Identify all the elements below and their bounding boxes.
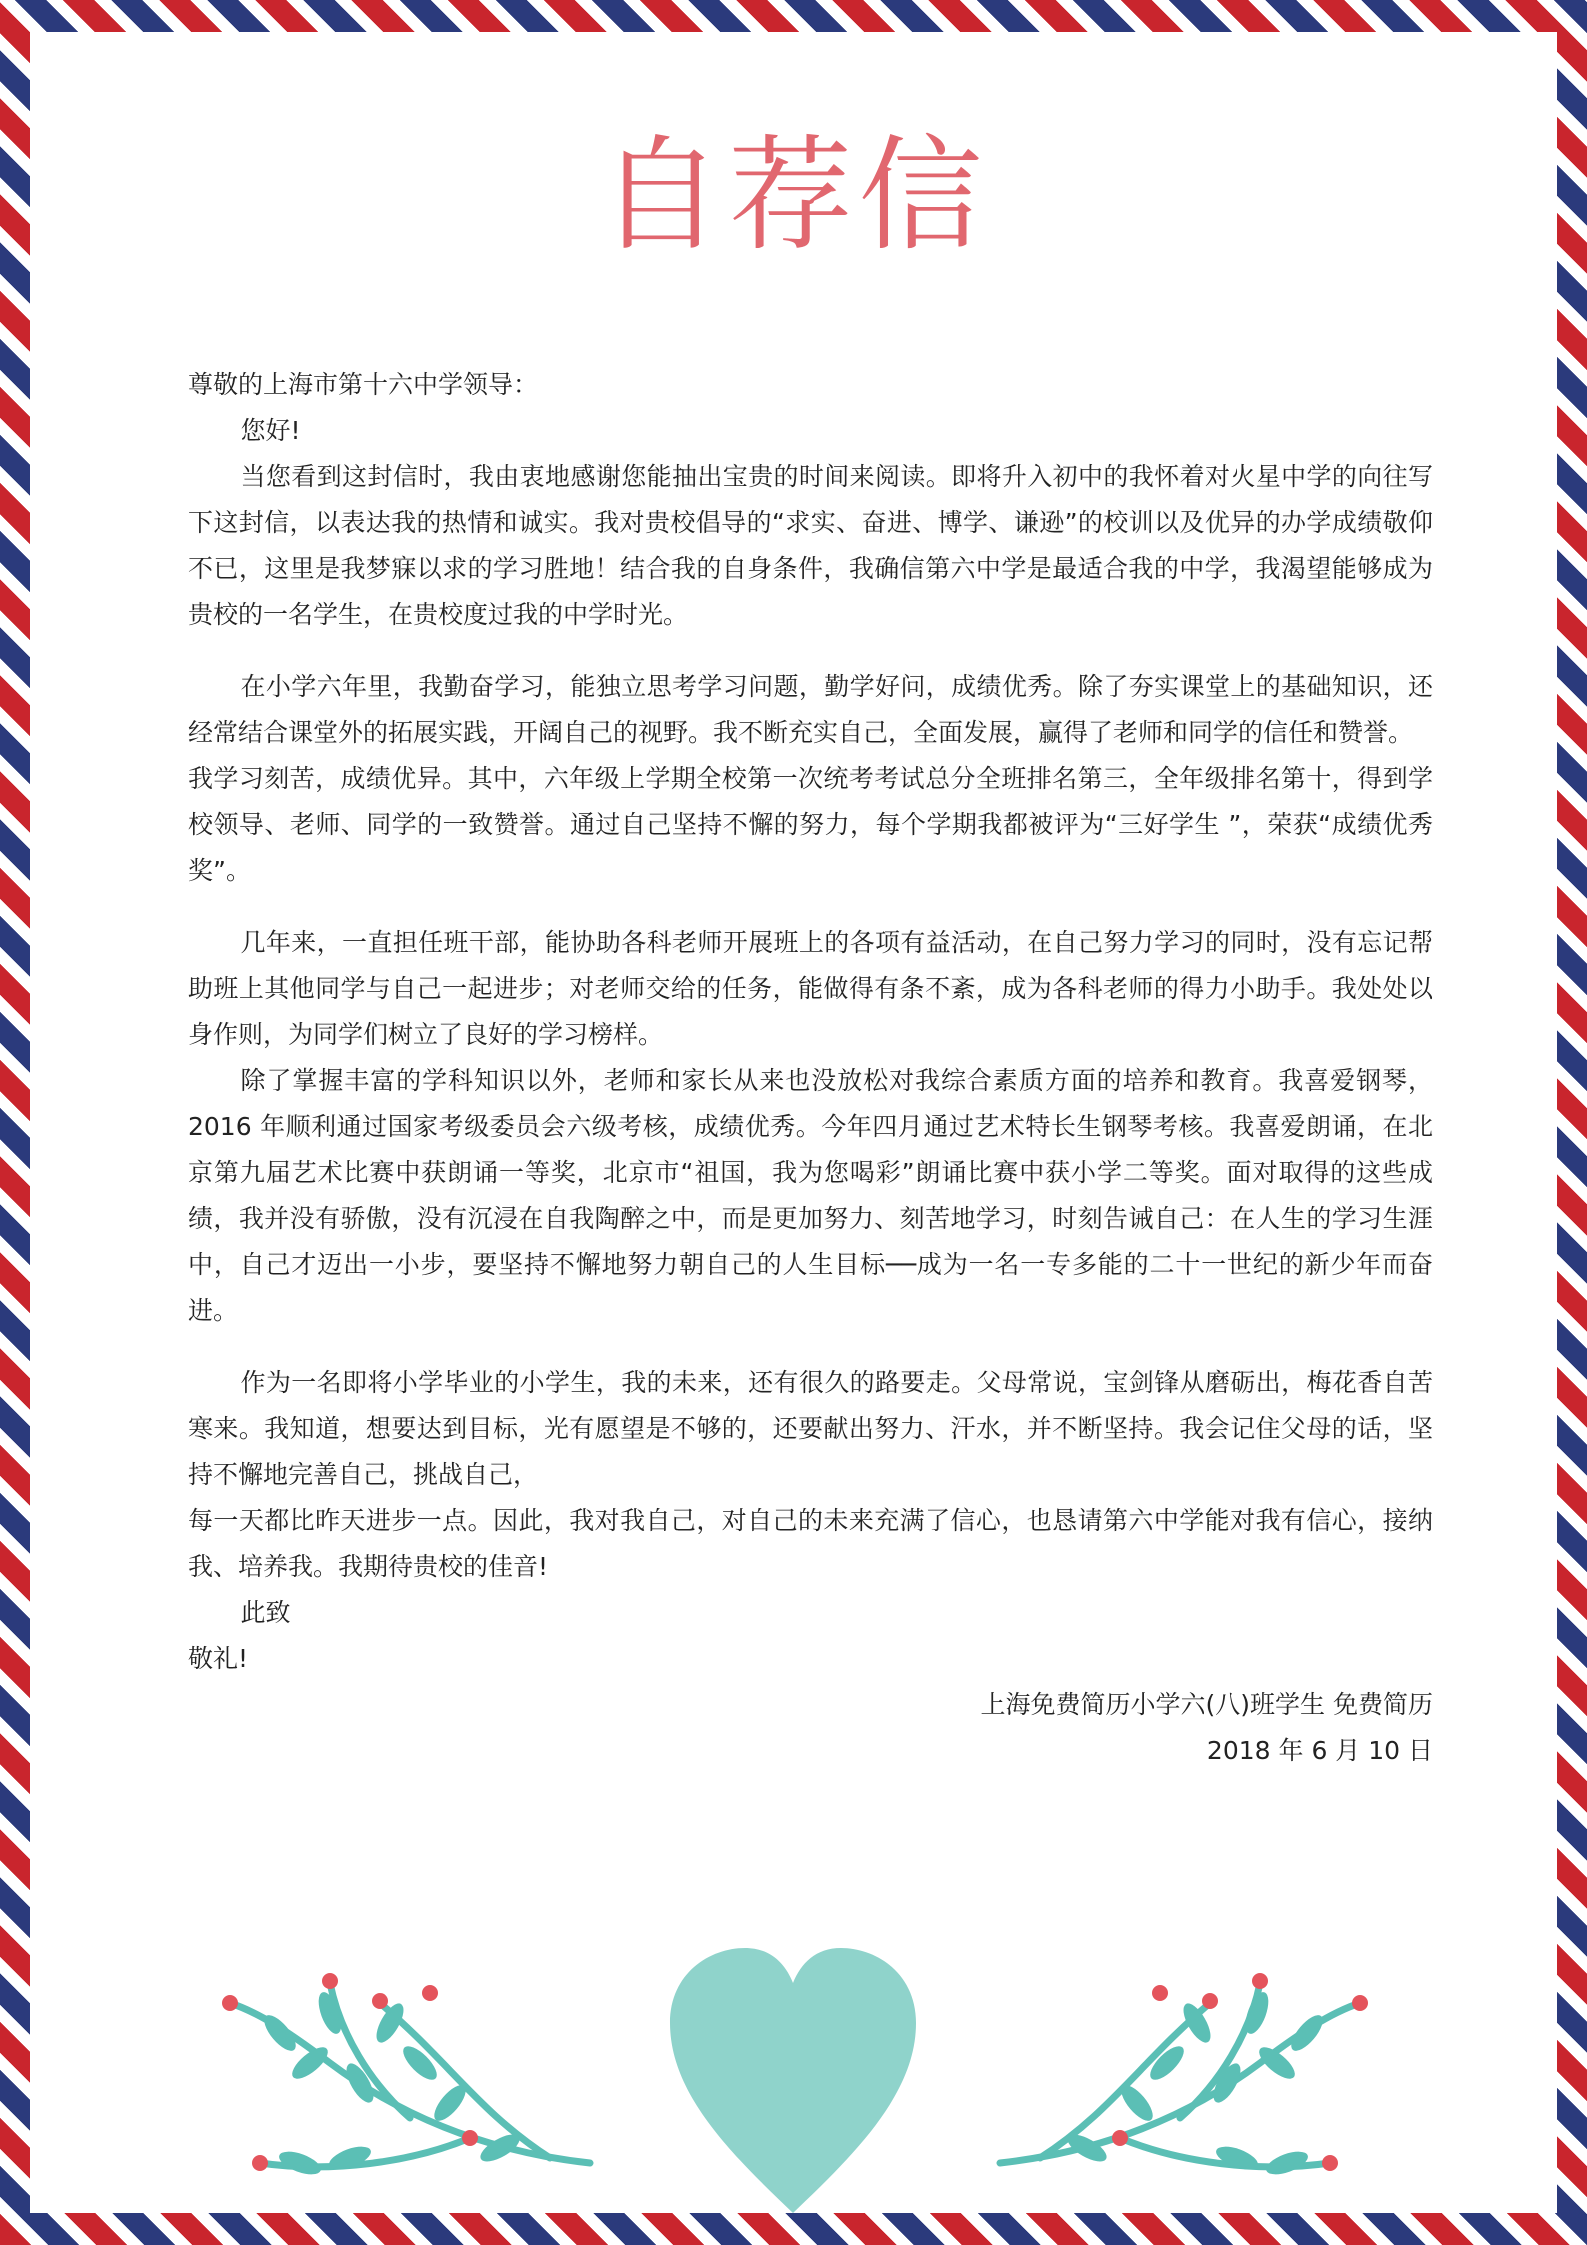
salutation: 尊敬的上海市第十六中学领导：	[188, 370, 539, 399]
paragraph-5: 除了掌握丰富的学科知识以外，老师和家长从来也没放松对我综合素质方面的培养和教育。我喜爱钢琴，2016 年顺利通过国家考级委员会六级考核，成绩优秀。今年四月通过艺术特长生钢琴考核。我喜爱朗诵，在北京第九届艺术比赛中获朗诵一等奖，北京市“祖国，我为您喝彩”朗诵比赛中获小学二等奖。面对取得的这些成绩，我并没有骄傲，没有沉浸在自我陶醉之中，而是更加努力、刻苦地学习，时刻告诫自己：在人生的学习生涯中，自己才迈出一小步，要坚持不懈地努力朝自己的人生目标──成为一名一专多能的二十一世纪的新少年而奋进。	[188, 1066, 1433, 1325]
signature: 上海免费简历小学六(八)班学生 免费简历	[980, 1690, 1433, 1719]
branch-left	[230, 1983, 590, 2167]
floral-heart-decoration	[30, 1913, 1557, 2213]
branch-right	[1000, 1983, 1360, 2167]
letter-paper	[30, 32, 1557, 2213]
letter-body	[188, 362, 1433, 1774]
paragraph-1: 当您看到这封信时，我由衷地感谢您能抽出宝贵的时间来阅读。即将升入初中的我怀着对火星中学的向往写下这封信，以表达我的热情和诚实。我对贵校倡导的“求实、奋进、博学、谦逊”的校训以及优异的办学成绩敬仰不已，这里是我梦寐以求的学习胜地！结合我的自身条件，我确信第六中学是最适合我的中学，我渴望能够成为贵校的一名学生，在贵校度过我的中学时光。	[188, 462, 1433, 629]
heart-icon	[670, 1948, 916, 2213]
paragraph-3: 我学习刻苦，成绩优异。其中，六年级上学期全校第一次统考考试总分全班排名第三，全年级排名第十，得到学校领导、老师、同学的一致赞誉。通过自己坚持不懈的努力，每个学期我都被评为“三好学生 ”，荣获“成绩优秀奖”。	[188, 764, 1433, 885]
closing-line-1: 此致	[240, 1598, 291, 1627]
page-title: 自荐信	[598, 124, 989, 268]
greeting: 您好!	[240, 416, 301, 445]
paragraph-6: 作为一名即将小学毕业的小学生，我的未来，还有很久的路要走。父母常说，宝剑锋从磨砺出，梅花香自苦寒来。我知道，想要达到目标，光有愿望是不够的，还要献出努力、汗水，并不断坚持。我会记住父母的话，坚持不懈地完善自己，挑战自己，	[188, 1368, 1433, 1489]
paragraph-4: 几年来，一直担任班干部，能协助各科老师开展班上的各项有益活动，在自己努力学习的同时，没有忘记帮助班上其他同学与自己一起进步；对老师交给的任务，能做得有条不紊，成为各科老师的得力小助手。我处处以身作则，为同学们树立了良好的学习榜样。	[188, 928, 1433, 1049]
paragraph-7: 每一天都比昨天进步一点。因此，我对我自己，对自己的未来充满了信心，也恳请第六中学能对我有信心，接纳我、培养我。我期待贵校的佳音!	[188, 1506, 1433, 1581]
paragraph-2: 在小学六年里，我勤奋学习，能独立思考学习问题，勤学好问，成绩优秀。除了夯实课堂上的基础知识，还经常结合课堂外的拓展实践，开阔自己的视野。我不断充实自己，全面发展，赢得了老师和同学的信任和赞誉。	[188, 672, 1433, 747]
date: 2018 年 6 月 10 日	[1206, 1736, 1433, 1765]
closing-line-2: 敬礼!	[188, 1644, 249, 1673]
